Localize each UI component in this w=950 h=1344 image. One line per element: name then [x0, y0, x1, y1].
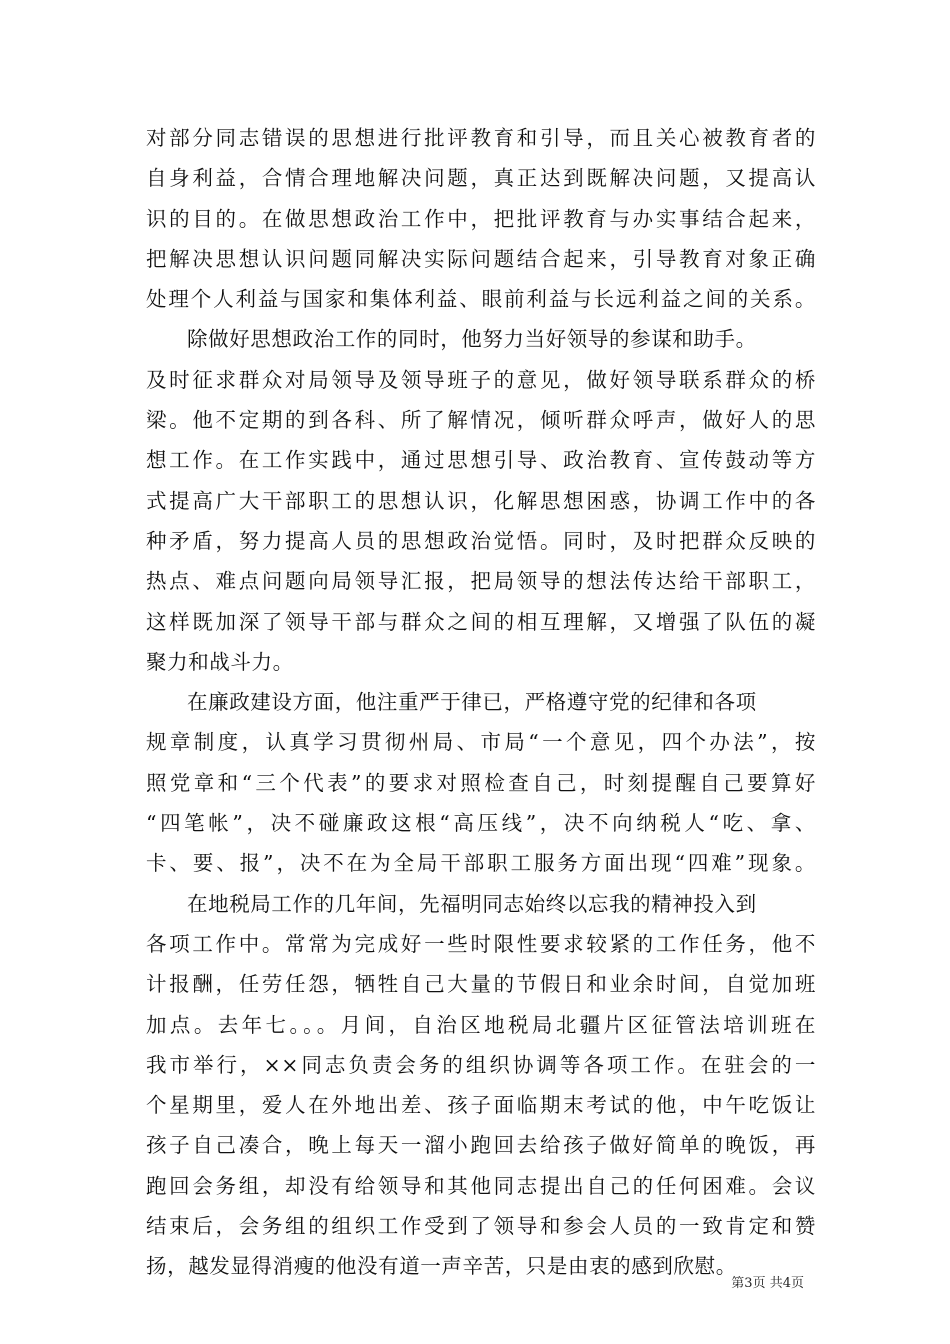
text-line: 计报酬，任劳任怨，牺牲自己大量的节假日和业余时间，自觉加班 — [146, 972, 816, 997]
text-line: 规章制度，认真学习贯彻州局、市局“一个意见，四个办法”，按 — [146, 730, 816, 755]
paragraph-first-line: 在地税局工作的几年间，先福明同志始终以忘我的精神投入到 — [187, 891, 757, 916]
text-line: 想工作。在工作实践中，通过思想引导、政治教育、宣传鼓动等方 — [146, 448, 816, 473]
text-line: 式提高广大干部职工的思想认识，化解思想困惑，协调工作中的各 — [146, 488, 816, 513]
text-line: “四笔帐”，决不碰廉政这根“高压线”，决不向纳税人“吃、拿、 — [146, 811, 816, 836]
page-label-middle: 页 共 — [752, 1276, 783, 1291]
text-line: 处理个人利益与国家和集体利益、眼前利益与长远利益之间的关系。 — [146, 287, 816, 312]
text-line: 这样既加深了领导干部与群众之间的相互理解，又增强了队伍的凝 — [146, 609, 816, 634]
text-line: 识的目的。在做思想政治工作中，把批评教育与办实事结合起来， — [146, 206, 816, 231]
text-line: 孩子自己凑合，晚上每天一溜小跑回去给孩子做好简单的晚饭，再 — [146, 1133, 816, 1158]
text-line: 自身利益，合情合理地解决问题，真正达到既解决问题，又提高认 — [146, 166, 816, 191]
text-line: 种矛盾，努力提高人员的思想政治觉悟。同时，及时把群众反映的 — [146, 528, 816, 553]
document-body — [146, 118, 816, 1287]
text-line: 跑回会务组，却没有给领导和其他同志提出自己的任何困难。会议 — [146, 1173, 816, 1198]
paragraph-last-line: 扬，越发显得消瘦的他没有道一声辛苦，只是由衷的感到欣慰。 — [146, 1254, 737, 1279]
text-line: 照党章和“三个代表”的要求对照检查自己，时刻提醒自己要算好 — [146, 770, 816, 795]
text-line: 各项工作中。常常为完成好一些时限性要求较紧的工作任务，他不 — [146, 931, 816, 956]
text-line: 热点、难点问题向局领导汇报，把局领导的想法传达给干部职工， — [146, 569, 816, 594]
text-line: 结束后，会务组的组织工作受到了领导和参会人员的一致肯定和赞 — [146, 1214, 816, 1239]
page-label-suffix: 页 — [790, 1276, 804, 1291]
text-line: 个星期里，爱人在外地出差、孩子面临期末考试的他，中午吃饭让 — [146, 1093, 816, 1118]
paragraph-last-line: 聚力和战斗力。 — [146, 649, 294, 674]
text-line: 对部分同志错误的思想进行批评教育和引导，而且关心被教育者的 — [146, 126, 816, 150]
text-line: 梁。他不定期的到各科、所了解情况，倾听群众呼声，做好人的思 — [146, 408, 816, 433]
paragraph-first-line: 除做好思想政治工作的同时，他努力当好领导的参谋和助手。 — [187, 327, 757, 352]
current-page-number: 3 — [744, 1276, 753, 1291]
text-line: 加点。去年七。。。月间，自治区地税局北疆片区征管法培训班在 — [146, 1012, 816, 1037]
text-line: 及时征求群众对局领导及领导班子的意见，做好领导联系群众的桥 — [146, 367, 816, 392]
paragraph-first-line: 在廉政建设方面，他注重严于律已，严格遵守党的纪律和各项 — [187, 690, 757, 715]
text-line: 把解决思想认识问题同解决实际问题结合起来，引导教育对象正确 — [146, 246, 816, 271]
total-page-number: 4 — [782, 1276, 791, 1291]
page-number-footer — [731, 1276, 804, 1292]
text-line: 卡、要、报”，决不在为全局干部职工服务方面出现“四难”现象。 — [146, 851, 816, 876]
page-label-prefix: 第 — [731, 1276, 745, 1291]
text-line: 我市举行，××同志负责会务的组织协调等各项工作。在驻会的一 — [146, 1052, 816, 1077]
